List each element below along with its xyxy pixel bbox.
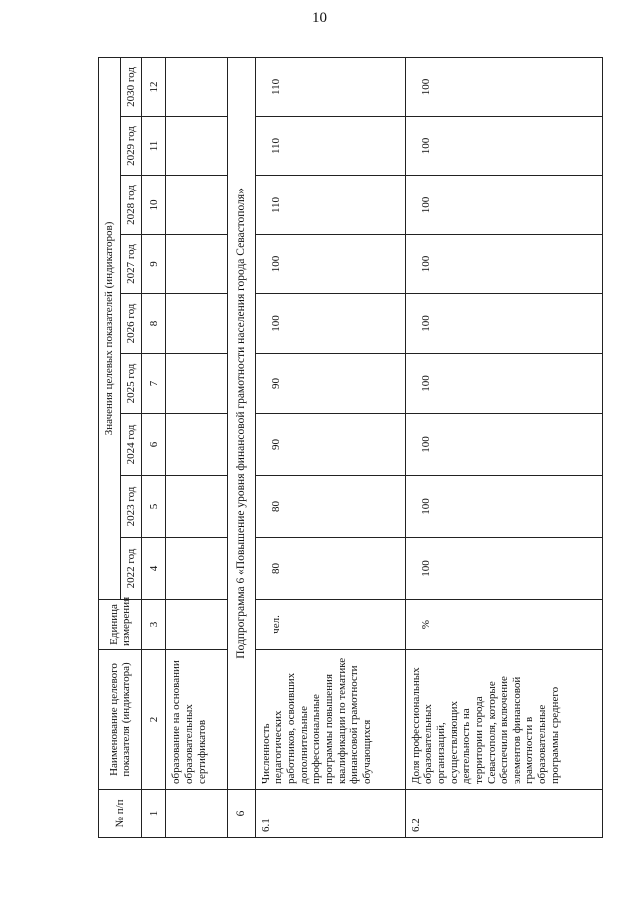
row-num: 6.2: [405, 790, 602, 838]
row-value: 110: [255, 176, 405, 235]
row-value: 100: [405, 57, 602, 116]
row-value: 80: [255, 476, 405, 538]
header-year: 2028 год: [120, 176, 142, 235]
row-value: 100: [255, 294, 405, 354]
column-index: 5: [142, 476, 166, 538]
subprogram-num: 6: [228, 790, 255, 838]
subprogram-row: [228, 57, 255, 837]
header-year: 2025 год: [120, 354, 142, 414]
header-year: 2022 год: [120, 538, 142, 600]
column-index: 9: [142, 235, 166, 294]
row-value: 100: [405, 117, 602, 176]
column-index-row: [142, 57, 166, 837]
column-index: 12: [142, 57, 166, 116]
row-value: 90: [255, 414, 405, 476]
column-index: 7: [142, 354, 166, 414]
continuation-text: образование на основании образовательных сертификатов: [166, 650, 228, 790]
column-index: 3: [142, 600, 166, 650]
row-value: 110: [255, 117, 405, 176]
column-index: 10: [142, 176, 166, 235]
row-value: 90: [255, 354, 405, 414]
row-num: 6.1: [255, 790, 405, 838]
indicator-table-wrapper: [98, 58, 603, 838]
header-year: 2030 год: [120, 57, 142, 116]
row-value: 100: [405, 176, 602, 235]
row-value: 110: [255, 57, 405, 116]
header-num: № п/п: [99, 790, 142, 838]
column-index: 1: [142, 790, 166, 838]
header-row-1: [99, 57, 121, 837]
header-year: 2027 год: [120, 235, 142, 294]
row-value: 100: [405, 354, 602, 414]
subprogram-title: Подпрограмма 6 «Повышение уровня финансовой грамотности населения города Севастополя»: [228, 57, 255, 789]
row-name: Численность педагогических работников, освоивших дополнительные профессиональные программы повышения квалификации по тематике финансовой грамотности обучающихся: [255, 650, 405, 790]
header-year: 2026 год: [120, 294, 142, 354]
header-year: 2023 год: [120, 476, 142, 538]
header-values-group: Значения целевых показателей (индикаторов): [99, 57, 121, 599]
row-unit: %: [405, 600, 602, 650]
row-name: Доля профессиональных образовательных организаций, осуществляющих деятельность на территории города Севастополя, которые обеспечили включение элементов финансовой грамотности в образовательные программы среднего: [405, 650, 602, 790]
row-value: 100: [255, 235, 405, 294]
indicator-table: [98, 57, 603, 838]
continuation-row: [166, 57, 228, 837]
row-value: 100: [405, 476, 602, 538]
row-value: 100: [405, 235, 602, 294]
column-index: 2: [142, 650, 166, 790]
page-number: 10: [312, 10, 327, 26]
row-value: 80: [255, 538, 405, 600]
column-index: 11: [142, 117, 166, 176]
table-row: [405, 57, 602, 837]
row-value: 100: [405, 414, 602, 476]
column-index: 4: [142, 538, 166, 600]
header-year: 2029 год: [120, 117, 142, 176]
row-value: 100: [405, 538, 602, 600]
header-year: 2024 год: [120, 414, 142, 476]
column-index: 8: [142, 294, 166, 354]
row-value: 100: [405, 294, 602, 354]
header-name: Наименование целевого показателя (индикатора): [99, 650, 142, 790]
table-row: [255, 57, 405, 837]
header-unit: Единица измерения: [99, 600, 142, 650]
row-unit: чел.: [255, 600, 405, 650]
column-index: 6: [142, 414, 166, 476]
